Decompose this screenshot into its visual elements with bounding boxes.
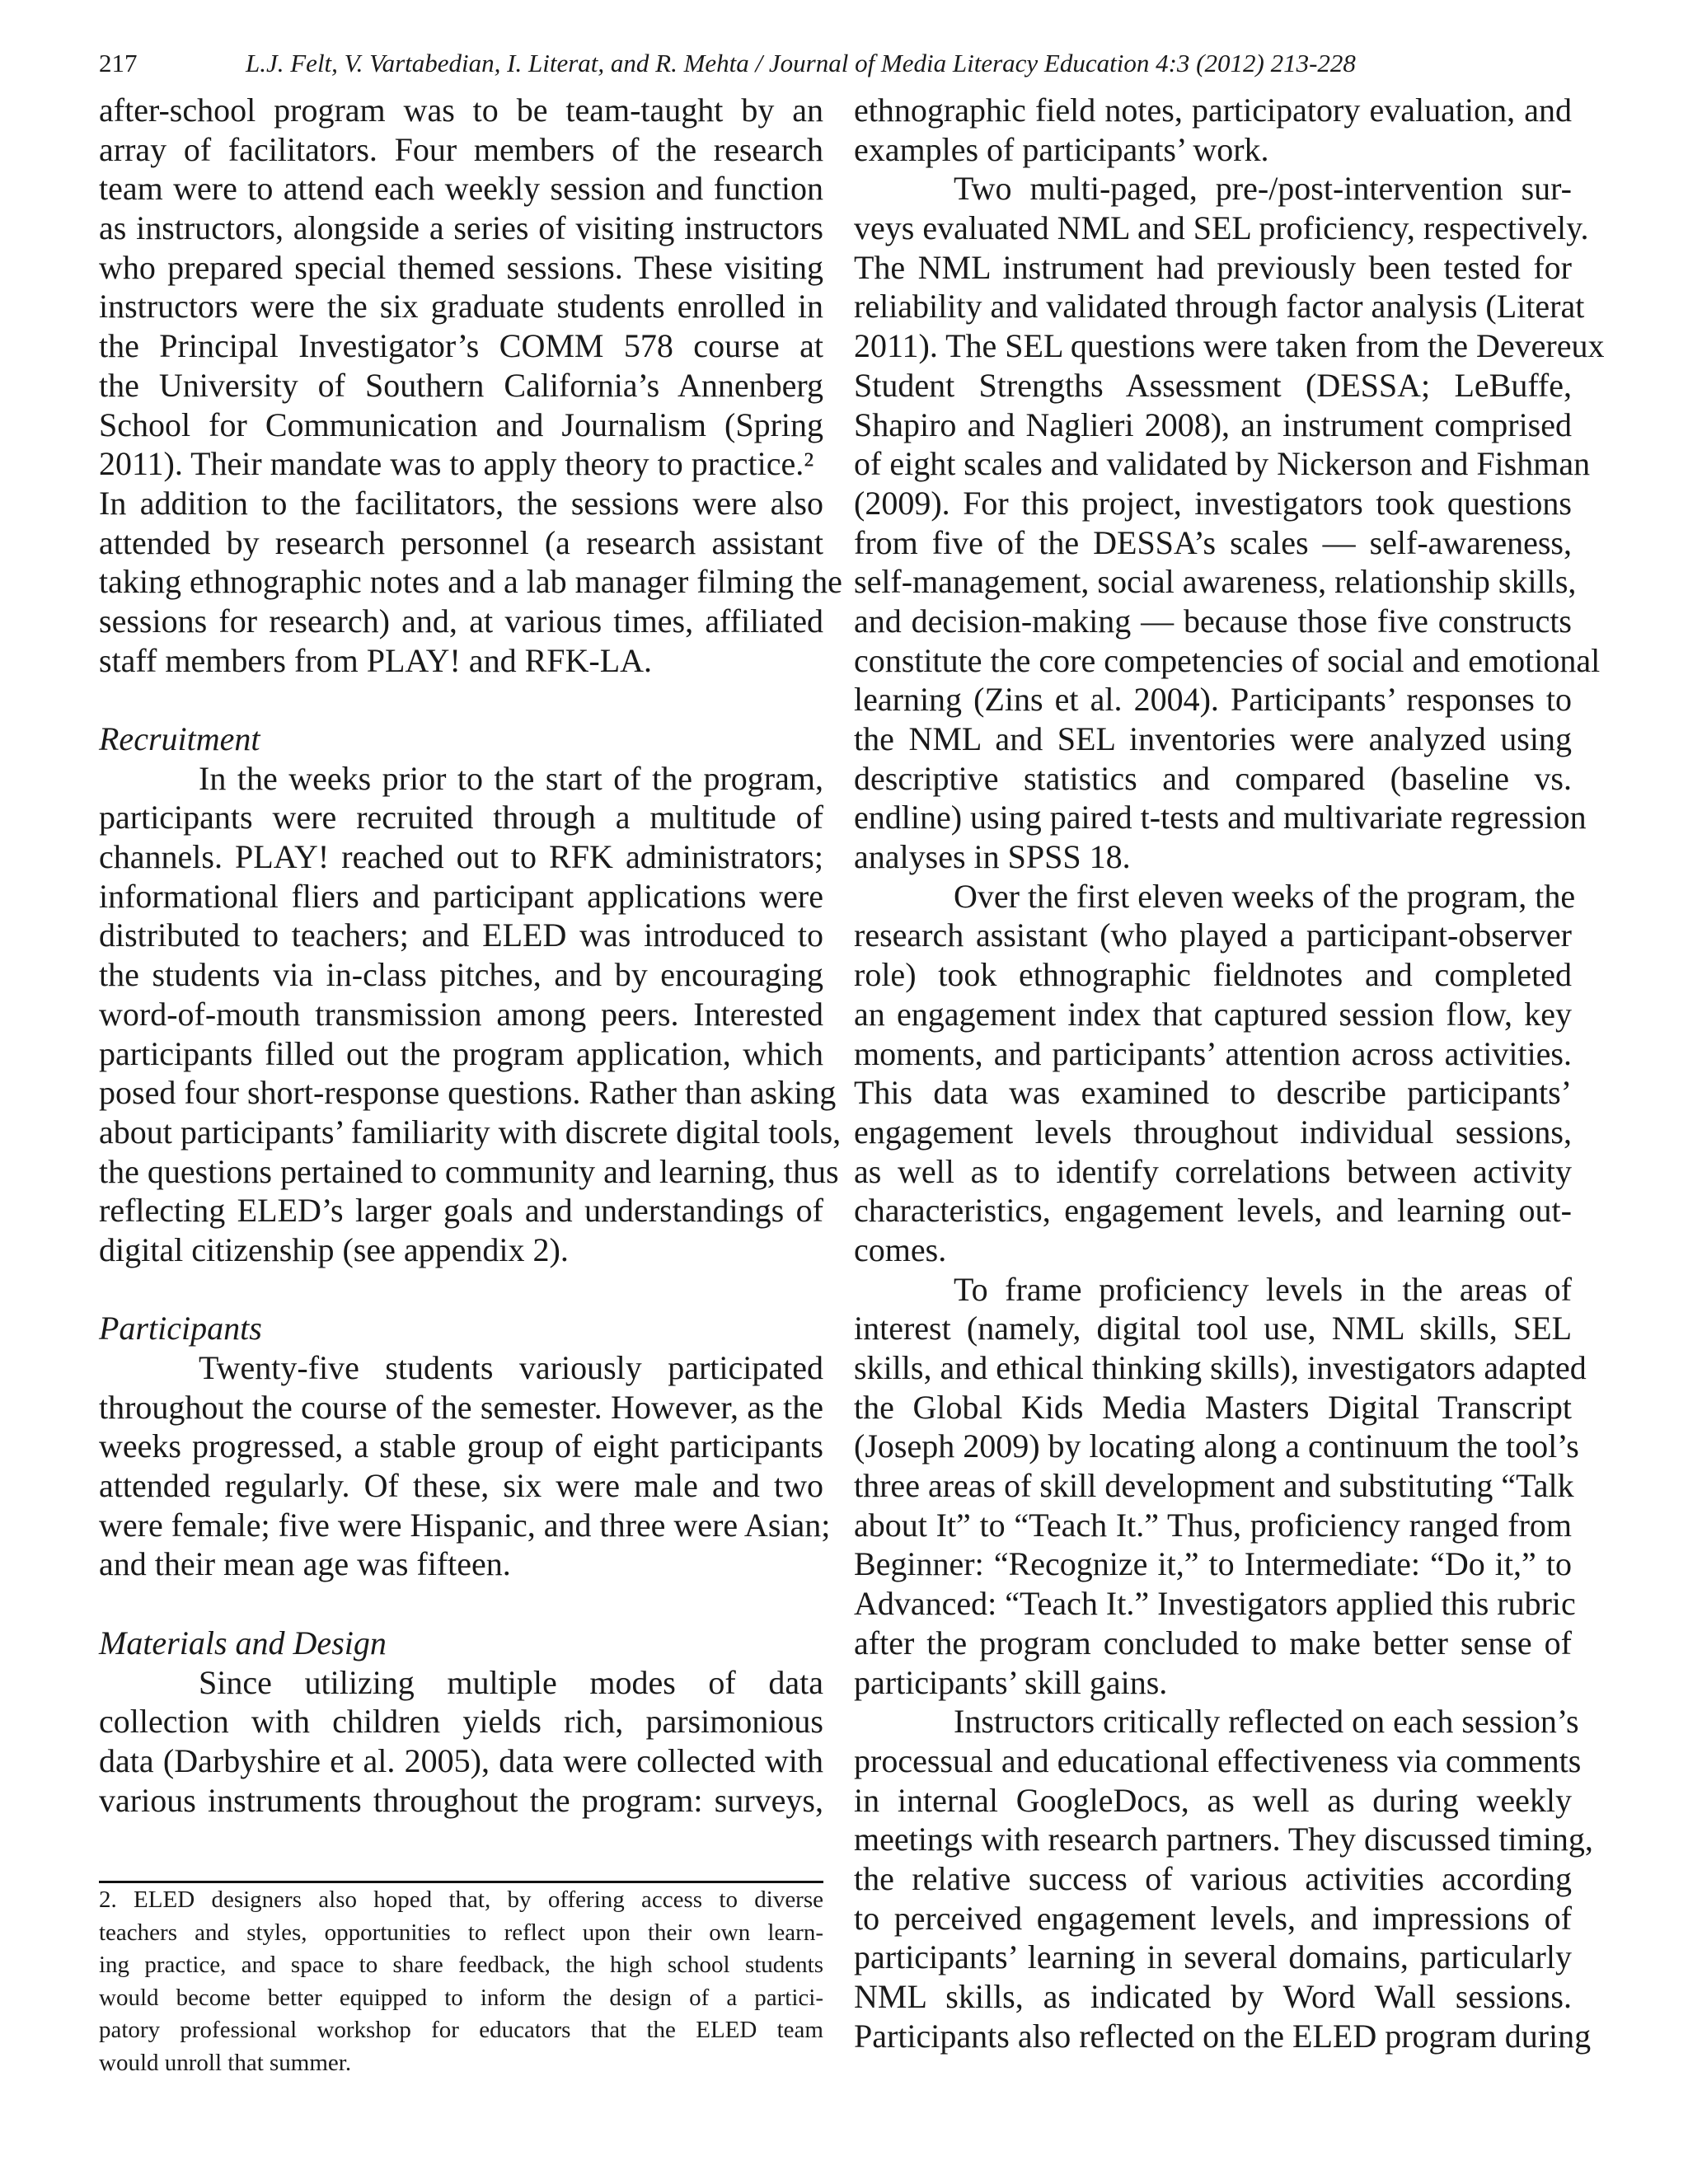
- footnote-line: would unroll that summer.: [99, 2049, 352, 2076]
- text-line: Student Strengths Assessment (DESSA; LeBuffe,: [854, 366, 1572, 404]
- text-line: role) took ethnographic fieldnotes and completed: [854, 956, 1572, 994]
- text-line: characteristics, engagement levels, and learning out-: [854, 1192, 1572, 1230]
- text-line: the questions pertained to community and learning, thus: [99, 1152, 839, 1190]
- footnote-line: ing practice, and space to share feedback, the high school students: [99, 1952, 823, 1978]
- text-line: reflecting ELED’s larger goals and understandings of: [99, 1192, 823, 1230]
- text-line: Participants also reflected on the ELED program during: [854, 2017, 1592, 2055]
- text-line: about It” to “Teach It.” Thus, proficiency ranged from: [854, 1506, 1572, 1544]
- left-column: [99, 91, 842, 1820]
- text-line: an engagement index that captured session flow, key: [854, 995, 1572, 1033]
- text-line: Shapiro and Naglieri 2008), an instrument comprised: [854, 405, 1572, 443]
- text-line: constitute the core competencies of social and emotional: [854, 641, 1601, 679]
- paragraph: [854, 1270, 1587, 1703]
- text-line: endline) using paired t-tests and multivariate regression: [854, 799, 1587, 837]
- text-line: skills, and ethical thinking skills), investigators adapted: [854, 1349, 1587, 1386]
- text-line: in internal GoogleDocs, as well as during weekly: [854, 1781, 1572, 1819]
- running-head: L.J. Felt, V. Vartabedian, I. Literat, and R. Mehta / Journal of Media Literacy Education 4:3 (2012) 213-228: [246, 49, 1356, 77]
- text-line: participants filled out the program application, which: [99, 1034, 823, 1072]
- text-line: Beginner: “Recognize it,” to Intermediate: “Do it,” to: [854, 1545, 1572, 1583]
- text-line: processual and educational effectiveness via comments: [854, 1741, 1582, 1779]
- text-line: In addition to the facilitators, the sessions were also: [99, 484, 823, 522]
- text-line: various instruments throughout the program: surveys,: [99, 1781, 823, 1819]
- text-line: collection with children yields rich, parsimonious: [99, 1703, 823, 1741]
- text-line: Advanced: “Teach It.” Investigators applied this rubric: [854, 1585, 1576, 1623]
- text-line: as well as to identify correlations between activity: [854, 1152, 1572, 1190]
- text-line: sessions for research) and, at various times, affiliated: [99, 602, 823, 640]
- text-line: three areas of skill development and substituting “Talk: [854, 1467, 1574, 1505]
- text-line: attended regularly. Of these, six were male and two: [99, 1467, 823, 1505]
- text-line: staff members from PLAY! and RFK-LA.: [99, 641, 653, 679]
- text-line: word-of-mouth transmission among peers. Interested: [99, 995, 823, 1033]
- paragraph: [99, 1348, 831, 1584]
- text-line: to perceived engagement levels, and impressions of: [854, 1899, 1572, 1937]
- footnote: [99, 1884, 823, 2079]
- text-line: School for Communication and Journalism (Spring: [99, 405, 823, 443]
- text-line: team were to attend each weekly session and function: [99, 170, 823, 208]
- text-line: participants’ learning in several domains, particularly: [854, 1938, 1572, 1976]
- text-line: and their mean age was fifteen.: [99, 1545, 511, 1583]
- text-line: research assistant (who played a participant-observer: [854, 916, 1572, 954]
- text-line: moments, and participants’ attention across activities.: [854, 1034, 1572, 1072]
- page-number: 217: [99, 49, 138, 77]
- text-line: throughout the course of the semester. However, as the: [99, 1388, 823, 1426]
- text-line: engagement levels throughout individual sessions,: [854, 1113, 1572, 1151]
- text-line: 2011). Their mandate was to apply theory to practice.²: [99, 445, 814, 483]
- text-line: channels. PLAY! reached out to RFK administrators;: [99, 838, 823, 876]
- text-line: Over the first eleven weeks of the program, the: [954, 877, 1576, 915]
- text-line: This data was examined to describe participants’: [854, 1074, 1572, 1112]
- text-line: taking ethnographic notes and a lab manager filming the: [99, 563, 842, 601]
- text-line: (Joseph 2009) by locating along a continuum the tool’s: [854, 1427, 1579, 1465]
- text-line: were female; five were Hispanic, and three were Asian;: [99, 1506, 831, 1544]
- text-line: posed four short-response questions. Rather than asking: [99, 1074, 837, 1112]
- text-line: examples of participants’ work.: [854, 130, 1269, 168]
- text-line: informational fliers and participant applications were: [99, 877, 823, 915]
- text-line: attended by research personnel (a research assistant: [99, 523, 823, 561]
- text-line: from five of the DESSA’s scales — self-awareness,: [854, 523, 1572, 561]
- text-line: after-school program was to be team-taught by an: [99, 91, 823, 129]
- text-line: Since utilizing multiple modes of data: [199, 1663, 823, 1701]
- text-line: veys evaluated NML and SEL proficiency, respectively.: [854, 209, 1589, 247]
- footnote-line: patory professional workshop for educators that the ELED team: [99, 2017, 823, 2043]
- spacer: [99, 1270, 823, 1310]
- text-line: digital citizenship (see appendix 2).: [99, 1230, 569, 1268]
- spacer: [99, 680, 823, 719]
- text-line: (2009). For this project, investigators took questions: [854, 484, 1572, 522]
- text-line: the University of Southern California’s Annenberg: [99, 366, 823, 404]
- spacer: [99, 1584, 823, 1624]
- text-line: 2011). The SEL questions were taken from the Devereux: [854, 327, 1605, 365]
- text-line: analyses in SPSS 18.: [854, 838, 1131, 876]
- text-line: descriptive statistics and compared (baseline vs.: [854, 759, 1572, 797]
- text-line: participants were recruited through a multitude of: [99, 799, 823, 837]
- text-line: and decision-making — because those five constructs: [854, 602, 1572, 640]
- text-line: Two multi-paged, pre-/post-intervention sur-: [954, 170, 1572, 208]
- text-line: of eight scales and validated by Nickerson and Fishman: [854, 445, 1591, 483]
- paragraph: [854, 1702, 1593, 2055]
- text-line: NML skills, as indicated by Word Wall sessions.: [854, 1978, 1572, 2015]
- paragraph: [99, 484, 842, 680]
- paragraph: [854, 91, 1572, 169]
- text-line: Instructors critically reflected on each session’s: [954, 1703, 1579, 1741]
- footnote-line: would become better equipped to inform the design of a partici-: [99, 1984, 823, 2011]
- paragraph: [99, 1663, 823, 1821]
- text-line: interest (namely, digital tool use, NML skills, SEL: [854, 1310, 1572, 1347]
- footnote-rule: [99, 1881, 823, 1883]
- text-line: ethnographic field notes, participatory evaluation, and: [854, 91, 1572, 129]
- text-line: as instructors, alongside a series of visiting instructors: [99, 209, 823, 247]
- text-line: learning (Zins et al. 2004). Participants’ responses to: [854, 681, 1572, 719]
- text-line: data (Darbyshire et al. 2005), data were collected with: [99, 1741, 823, 1779]
- text-line: meetings with research partners. They discussed timing,: [854, 1821, 1593, 1858]
- text-line: participants’ skill gains.: [854, 1663, 1168, 1701]
- text-line: self-management, social awareness, relationship skills,: [854, 563, 1577, 601]
- text-line: after the program concluded to make better sense of: [854, 1624, 1572, 1661]
- text-line: array of facilitators. Four members of the research: [99, 130, 823, 168]
- text-line: who prepared special themed sessions. These visiting: [99, 248, 823, 286]
- text-line: instructors were the six graduate students enrolled in: [99, 288, 823, 326]
- right-column: [854, 91, 1605, 2055]
- text-line: the Principal Investigator’s COMM 578 course at: [99, 327, 823, 365]
- text-line: The NML instrument had previously been tested for: [854, 248, 1572, 286]
- text-line: distributed to teachers; and ELED was introduced to: [99, 916, 823, 954]
- section-heading: Participants: [99, 1310, 262, 1347]
- text-line: the students via in-class pitches, and by encouraging: [99, 956, 823, 994]
- section-heading: Materials and Design: [99, 1624, 387, 1661]
- text-line: In the weeks prior to the start of the program,: [199, 759, 823, 797]
- text-line: reliability and validated through factor analysis (Literat: [854, 288, 1585, 326]
- paragraph: [99, 759, 842, 1270]
- text-line: the relative success of various activities according: [854, 1859, 1572, 1897]
- paragraph: [99, 91, 823, 484]
- text-line: the NML and SEL inventories were analyzed using: [854, 720, 1572, 757]
- text-line: weeks progressed, a stable group of eight participants: [99, 1427, 823, 1465]
- section-heading: Recruitment: [99, 720, 260, 757]
- text-line: To frame proficiency levels in the areas of: [954, 1270, 1572, 1308]
- text-line: Twenty-five students variously participated: [199, 1349, 823, 1386]
- paragraph: [854, 169, 1605, 876]
- footnote-line: 2. ELED designers also hoped that, by offering access to diverse: [99, 1886, 823, 1913]
- text-line: about participants’ familiarity with discrete digital tools,: [99, 1113, 842, 1151]
- footnote-line: teachers and styles, opportunities to reflect upon their own learn-: [99, 1919, 823, 1946]
- text-line: comes.: [854, 1230, 947, 1268]
- paragraph: [854, 877, 1576, 1270]
- text-line: the Global Kids Media Masters Digital Transcript: [854, 1388, 1572, 1426]
